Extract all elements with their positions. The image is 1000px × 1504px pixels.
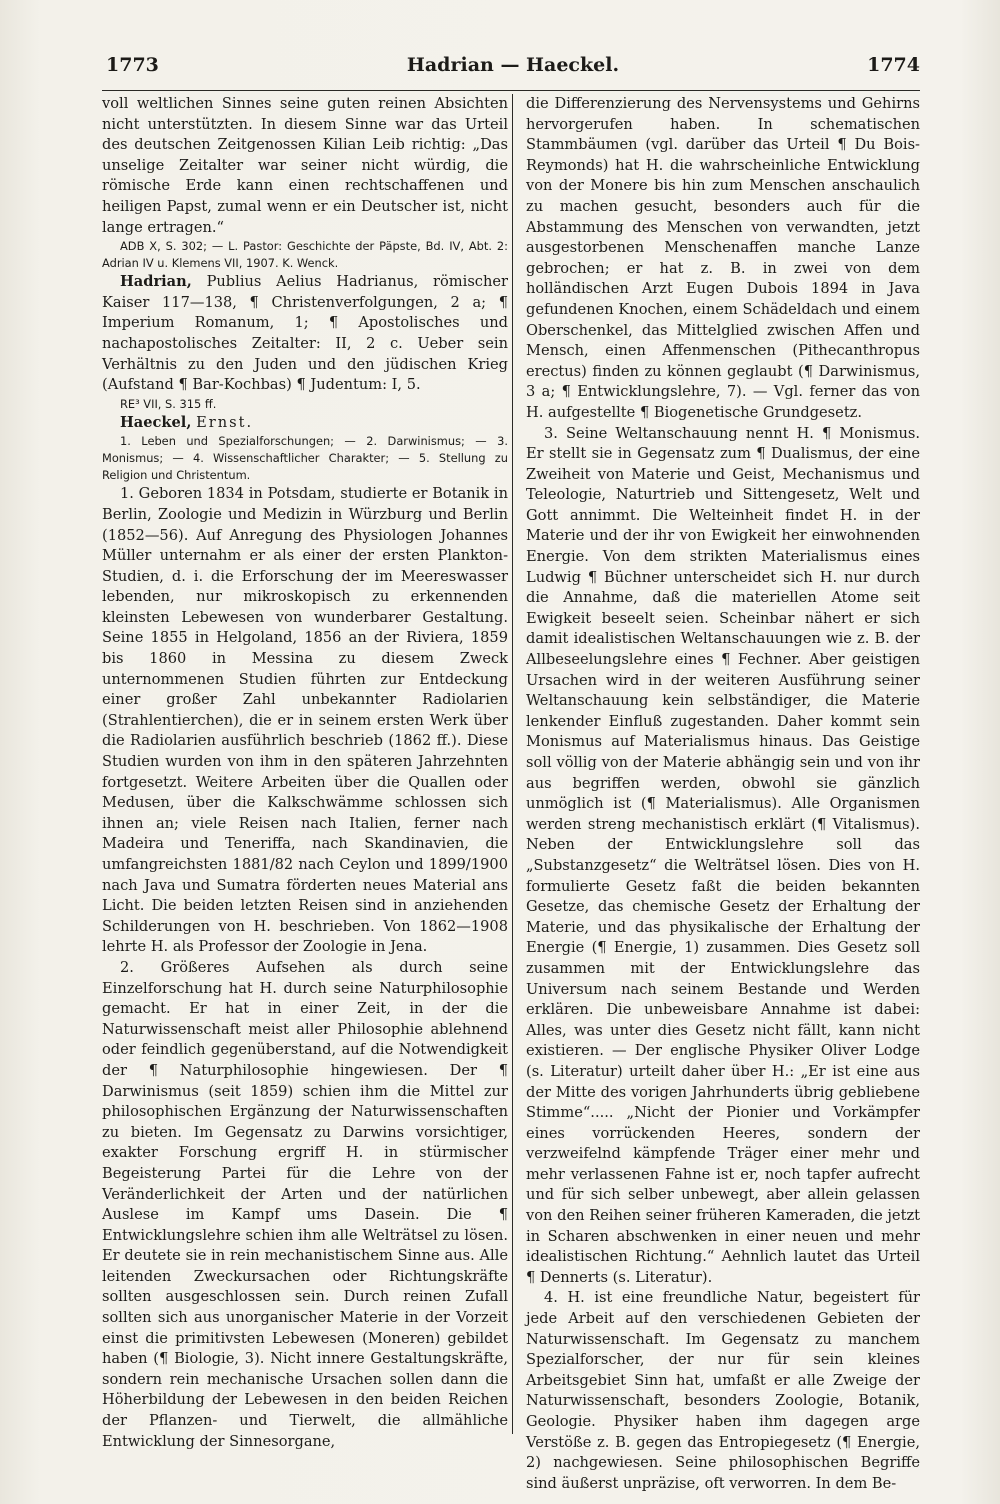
table-of-contents-haeckel: 1. Leben und Spezialforschungen; — 2. Darwinismus; — 3. Monismus; — 4. Wissenschaftlicher Charakter; — 5. Stellung zu Religion und Christentum.	[102, 434, 508, 483]
left-column	[102, 94, 508, 1452]
section-3-monism: 3. Seine Weltanschauung nennt H. ¶ Monismus. Er stellt sie in Gegensatz zum ¶ Dualismus, der eine Zweiheit von Materie und Geist, Mechanismus und Teleologie, Naturtrieb und Sittengesetz, Welt und Gott annimmt. Die Welteinheit findet H. in der Materie und der ihr von Ewigkeit her einwohnenden Energie. Von dem strikten Materialismus eines Ludwig ¶ Büchner unterscheidet sich H. nur durch die Annahme, daß die materiellen Atome seit Ewigkeit beseelt seien. Scheinbar nähert er sich damit idealistischen Weltanschauungen wie z. B. der Allbeseelungslehre eines ¶ Fechner. Aber geistigen Ursachen wird in der weiteren Ausführung seiner Weltanschauung kein selbständiger, die Materie lenkender Einfluß zugestanden. Daher kommt sein Monismus auf Materialismus hinaus. Das Geistige soll völlig von der Materie abhängig sein und von ihr aus begriffen werden, obwohl sie gänzlich unmöglich ist (¶ Materialismus). Alle Organismen werden streng mechanistisch erklärt (¶ Vitalismus). Neben der Entwicklungslehre soll das „Substanzgesetz“ die Welträtsel lösen. Dies von H. formulierte Gesetz faßt die beiden bekannten Gesetze, das chemische Gesetz der Erhaltung der Materie, und das physikalische der Erhaltung der Energie (¶ Energie, 1) zusammen. Dies Gesetz soll zusammen mit der Entwicklungslehre das Universum nach seinem Bestande und Werden erklären. Die unbeweisbare Annahme ist dabei: Alles, was unter dies Gesetz nicht fällt, kann nicht existieren. — Der englische Physiker Oliver Lodge (s. Literatur) urteilt daher über H.: „Er ist eine aus der Mitte des vorigen Jahrhunderts übrig gebliebene Stimme“..... „Nicht der Pionier und Vorkämpfer eines vorrückenden Heeres, sondern der verzweifelnd kämpfende Träger einer mehr und mehr verlassenen Fahne ist er, noch tapfer aufrecht und für sich selber unbewegt, aber allein gelassen von den Reihen seiner früheren Kameraden, die jetzt in Scharen abschwenken in einer neuen und mehr idealistischen Richtung.“ Aehnlich lautet das Urteil ¶ Dennerts (s. Literatur).	[526, 424, 920, 1286]
entry-hadrian-emperor	[102, 272, 508, 396]
reference-hadrian-pope: ADB X, S. 302; — L. Pastor: Geschichte der Päpste, Bd. IV, Abt. 2: Adrian IV u. Klemens VII, 1907. K. Wenck.	[102, 239, 508, 271]
entry-name-haeckel: Ernst.	[196, 413, 254, 431]
entry-haeckel-title	[102, 413, 508, 434]
section-2-continued: die Differenzierung des Nervensystems und Gehirns hervorgerufen haben. In schematischen Stammbäumen (vgl. darüber das Urteil ¶ Du Bois-Reymonds) hat H. die wahrscheinliche Entwicklung von der Monere bis hin zum Menschen anschaulich zu machen gesucht, besonders auch für die Abstammung des Menschen von verwandten, jetzt ausgestorbenen Menschenaffen manche Lanze gebrochen; er hat z. B. in zwei von dem holländischen Arzt Eugen Dubois 1894 in Java gefundenen Knochen, einem Schädeldach und einem Oberschenkel, das Mittelglied zwischen Affen und Mensch, einen Affenmenschen (Pithecanthropus erectus) finden zu können geglaubt (¶ Darwinismus, 3 a; ¶ Entwicklungslehre, 7). — Vgl. ferner das von H. aufgestellte ¶ Biogenetische Grundgesetz.	[526, 95, 920, 421]
paragraph-hadrian-pope-end: voll weltlichen Sinnes seine guten reinen Absichten nicht unterstützten. In diesem Sinne war das Urteil des deutschen Zeitgenossen Kilian Leib richtig: „Das unselige Zeitalter war seiner nicht würdig, die römische Erde kann einen rechtschaffenen und heiligen Papst, zumal wenn er ein Deutscher ist, nicht lange ertragen.“	[102, 95, 508, 236]
running-title: Hadrian — Haeckel.	[406, 54, 620, 76]
entry-heading-haeckel: Haeckel,	[120, 413, 192, 431]
header-rule	[102, 90, 920, 91]
entry-heading-hadrian: Hadrian,	[120, 273, 192, 291]
reference-hadrian-emperor: RE³ VII, S. 315 ff.	[120, 396, 217, 411]
page-number-right: 1774	[867, 54, 920, 76]
column-divider	[512, 94, 513, 1434]
section-4-character: 4. H. ist eine freundliche Natur, begeistert für jede Arbeit auf den verschiedenen Gebieten der Naturwissenschaft. Im Gegensatz zu manchem Spezialforscher, der nur für sein kleines Arbeitsgebiet Sinn hat, umfaßt er alle Zweige der Naturwissenschaft, besonders Zoologie, Botanik, Geologie. Physiker haben ihm dagegen arge Verstöße z. B. gegen das Entropiegesetz (¶ Energie, 2) nachgewiesen. Seine philosophischen Begriffe sind äußerst unpräzise, oft verworren. In dem Be-	[526, 1289, 920, 1492]
page-number-left: 1773	[106, 54, 159, 76]
section-2-darwinism: 2. Größeres Aufsehen als durch seine Einzelforschung hat H. durch seine Naturphilosophie gemacht. Er hat in einer Zeit, in der die Naturwissenschaft meist aller Philosophie ablehnend oder feindlich gegenüberstand, auf die Notwendigkeit der ¶ Naturphilosophie hingewiesen. Der ¶ Darwinismus (seit 1859) schien ihm die Mittel zur philosophischen Ergänzung der Naturwissenschaften zu bieten. Im Gegensatz zu Darwins vorsichtiger, exakter Forschung ergriff H. in stürmischer Begeisterung Partei für die Lehre von der Veränderlichkeit der Arten und der natürlichen Auslese im Kampf ums Dasein. Die ¶ Entwicklungslehre schien ihm alle Welträtsel zu lösen. Er deutete sie in rein mechanistischem Sinne aus. Alle leitenden Zweckursachen oder Richtungskräfte sollten ausgeschlossen sein. Durch reinen Zufall sollten sich aus unorganischer Materie in der Vorzeit einst die primitivsten Lebewesen (Moneren) gebildet haben (¶ Biologie, 3). Nicht innere Gestaltungskräfte, sondern rein mechanische Ursachen sollen dann die Höherbildung der Lebewesen in den beiden Reichen der Pflanzen- und Tierwelt, die allmähliche Entwicklung der Sinnesorgane,	[102, 958, 508, 1450]
section-1-life: 1. Geboren 1834 in Potsdam, studierte er Botanik in Berlin, Zoologie und Medizin in Würzburg und Berlin (1852—56). Auf Anregung des Physiologen Johannes Müller unternahm er als einer der ersten Plankton-Studien, d. i. die Erforschung der im Meereswasser lebenden, nur mikroskopisch zu erkennenden kleinsten Lebewesen von wunderbarer Gestaltung. Seine 1855 in Helgoland, 1856 an der Riviera, 1859 bis 1860 in Messina zu diesem Zweck unternommenen Studien führten zur Entdeckung einer großer Zahl unbekannter Radiolarien (Strahlentierchen), die er in seinem ersten Werk über die Radiolarien ausführlich beschrieb (1862 ff.). Diese Studien wurden von ihm in den späteren Jahrzehnten fortgesetzt. Weitere Arbeiten über die Quallen oder Medusen, über die Kalkschwämme schlossen sich ihnen an; viele Reisen nach Italien, ferner nach Madeira und Teneriffa, nach Skandinavien, die umfangreichsten 1881/82 nach Ceylon und 1899/1900 nach Java und Sumatra förderten neues Material ans Licht. Die beiden letzten Reisen sind in anziehenden Schilderungen von H. beschrieben. Von 1862—1908 lehrte H. als Professor der Zoologie in Jena.	[102, 485, 508, 956]
right-column	[526, 94, 920, 1494]
entry-text-hadrian: Publius Aelius Hadrianus, römischer Kaiser 117—138, ¶ Christenverfolgungen, 2 a; ¶ Imperium Romanum, 1; ¶ Apostolisches und nachapostolisches Zeitalter: II, 2 c. Ueber sein Verhältnis zu den Juden und den jüdischen Krieg (Aufstand ¶ Bar-Kochbas) ¶ Judentum: I, 5.	[102, 273, 508, 394]
page-header	[102, 48, 924, 82]
